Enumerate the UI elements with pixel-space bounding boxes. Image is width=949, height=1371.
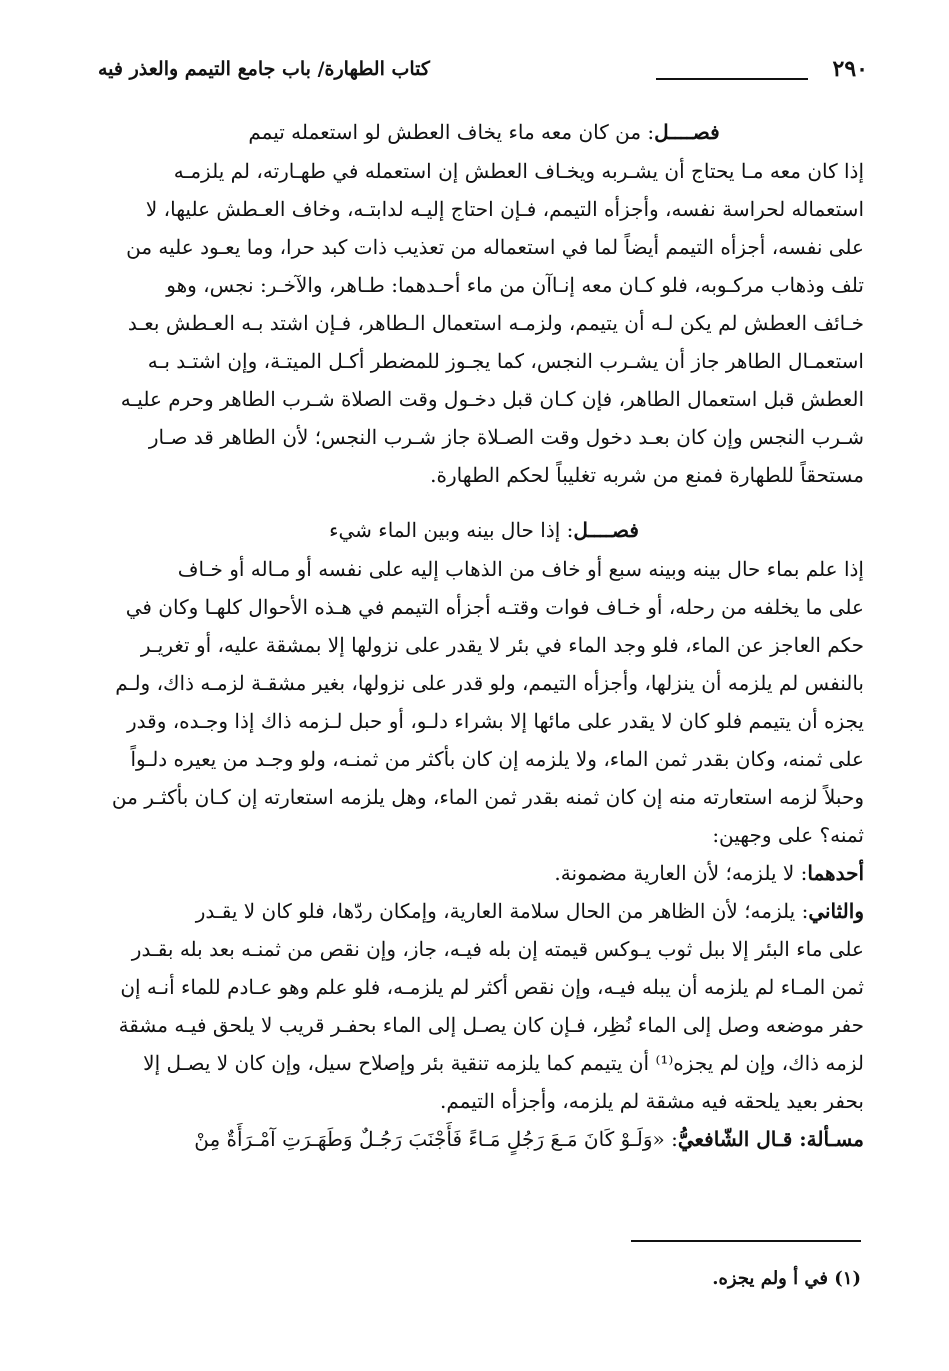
text-line: بالنفس لم يلزمه أن ينزلها، وأجزأه التيمم، ولو قدر على نزولها، بغير مشقـة لزمـه ذاك، ولـم [115, 671, 864, 695]
text-line: تلف وذهاب مركـوبه، فلو كـان معه إنـاآن من ماء أحـدهما: طـاهر، والآخـر: نجس، وهو [166, 273, 864, 297]
footnote-rule [631, 1240, 861, 1242]
text-line: حفر موضعه وصل إلى الماء نُظِر، فـإن كان يصـل إلى الماء بحفـر قريب لا يلحق فيـه مشقة [118, 1013, 864, 1037]
text-line: ثمن المـاء لم يلزمه أن يبله فيـه، وإن نقص أكثر لم يلزمـه، فلو علم وهو عـادم للماء أنـه إن [120, 975, 864, 999]
opinion-label: والثاني [808, 899, 864, 923]
text-line: بحفر بعيد يلحقه فيه مشقة لم يلزمه، وأجزأه التيمم. [439, 1089, 864, 1113]
text-line: على ما يخلفه من رحله، أو خـاف فوات وقتـه أجزأه التيمم في هـذه الأحوال كلهـا وكان في [125, 595, 864, 619]
text-line: العطش قبل استعمال الطاهر، فإن كـان قبل دخـول وقت الصلاة شـرب الطاهر وحرم عليـه [120, 387, 864, 411]
text-line: خـائف العطش لم يكن لـه أن يتيمم، ولزمـه استعمال الـطاهر، فـإن اشتد بـه العـطش بعـد [127, 311, 864, 335]
text-line: مستحقاً للطهارة فمنع من شربه تغليباً لحكم الطهارة. [430, 463, 864, 487]
text-line: على ماء البئر إلا ببل ثوب يـوكس قيمته إن بله فيـه، جاز، وإن نقص من ثمنـه بعد بله بقـدر [131, 937, 864, 961]
section-title: : من كان معه ماء يخاف العطش لو استعمله تيمم [248, 120, 655, 144]
section-title: : إذا حال بينه وبين الماء شيء [329, 518, 574, 542]
paragraph-thirst [104, 152, 864, 494]
text-line: إذا علم بماء حال بينه وبينه سبع أو خاف من الذهاب إليه على نفسه أو مـاله أو خـاف [177, 557, 864, 581]
section-label: فصــــل [654, 120, 720, 144]
text-line: لزمه ذاك، وإن لم يجزه⁽¹⁾ أن يتيمم كما يلزمه تنقية بئر وإصلاح سيل، وإن كان لا يصـل إلا [143, 1051, 864, 1075]
masala-label: مسـألة: قـال الشّافعيُّ [677, 1127, 864, 1151]
text-line: إذا كان معه مـا يحتاج أن يشـربه ويخـاف العطش إن استعمله في طهـارته، لم يلزمـه [173, 159, 864, 183]
section-heading-thirst [104, 112, 864, 152]
text-line [104, 892, 864, 930]
opinion-first [104, 854, 864, 892]
section-heading-obstacle [104, 510, 864, 550]
text-line: حكم العاجز عن الماء، فلو وجد الماء في بئر لا يقدر على نزولها إلا بمشقة عليه، أو تغريـر [140, 633, 864, 657]
text-line: ثمنه؟ على وجهين: [712, 823, 864, 847]
running-header [98, 56, 868, 90]
header-title: كتاب الطهارة/ باب جامع التيمم والعذر فيه [98, 58, 430, 80]
text-line: على ثمنه، وكان بقدر ثمن الماء، ولا يلزمه إن كان بأكثر من ثمنـه، ولو وجـد من يعيره دلـواً [130, 747, 864, 771]
masala-line [104, 1120, 864, 1158]
page-number: ٢٩٠ [832, 56, 868, 82]
text-line: يجزه أن يتيمم فلو كان لا يقدر على مائها إلا بشراء دلـو، أو حبل لـزمه ذاك إذا وجـده، وقدر [126, 709, 864, 733]
masala-text: : «وَلَـوْ كَانَ مَـعَ رَجُلٍ مَـاءً فَأَجْنَبَ رَجُـلٌ وَطَهَـرَتِ آمْـرَأَةٌ مِنْ [194, 1127, 678, 1151]
opinion-label: أحدهما [807, 861, 864, 885]
opinion-text: : لا يلزمه؛ لأن العارية مضمونة. [554, 861, 808, 885]
section-label: فصــــل [573, 518, 639, 542]
text-line: استعماله لحراسة نفسه، وأجزأه التيمم، فـإن احتاج إليـه لدابتـه، وخاف العـطش عليها، لا [145, 197, 864, 221]
page-body [104, 112, 864, 1158]
opinion-text: : يلزمه؛ لأن الظاهر من الحال سلامة العارية، وإمكان ردّها، فلو كان لا يقـدر [195, 899, 809, 923]
footnote: (١) في أ ولم يجزه. [712, 1268, 861, 1289]
text-line: استعمـال الطاهر جاز أن يشـرب النجس، كما يجـوز للمضطر أكـل الميتـة، وإن اشتـد بـه [147, 349, 864, 373]
opinion-second [104, 892, 864, 1120]
text-line: وحبلاً لزمه استعارته منه إن كان ثمنه بقدر ثمن الماء، وهل يلزمه استعارته إن كـان بأكثـر من [111, 785, 864, 809]
text-line: شـرب النجس وإن كان بعـد دخول وقت الصـلاة جاز شـرب النجس؛ لأن الطاهر قد صـار [148, 425, 864, 449]
text-line: على نفسه، أجزأه التيمم أيضاً لما في استعماله من تعذيب ذات كبد حرا، وما يعـود عليه من [126, 235, 864, 259]
paragraph-obstacle [104, 550, 864, 854]
header-rule [656, 78, 808, 80]
